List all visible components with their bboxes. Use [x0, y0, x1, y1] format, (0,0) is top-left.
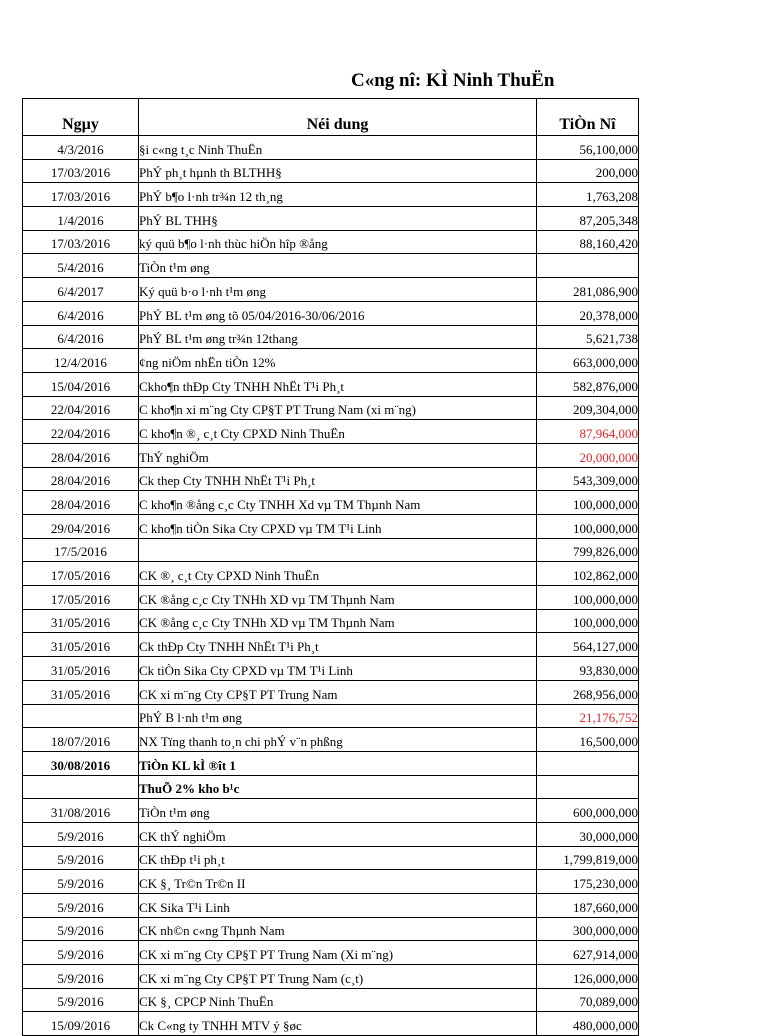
- table-row: [23, 278, 639, 302]
- table-row: [23, 775, 639, 799]
- amount-cell: 281,086,900: [537, 278, 639, 302]
- date-cell: 6/4/2017: [23, 278, 139, 302]
- table-row: [23, 633, 639, 657]
- table-row: [23, 207, 639, 231]
- date-cell: 31/08/2016: [23, 799, 139, 823]
- date-cell: 31/05/2016: [23, 657, 139, 681]
- table-row: [23, 515, 639, 539]
- date-cell: 5/9/2016: [23, 846, 139, 870]
- amount-cell: 300,000,000: [537, 917, 639, 941]
- table-row: [23, 609, 639, 633]
- table-row: [23, 562, 639, 586]
- amount-cell: 627,914,000: [537, 941, 639, 965]
- table-row: [23, 349, 639, 373]
- amount-cell: 20,000,000: [537, 443, 639, 467]
- content-cell: PhÝ ph¸t hµnh th BLTHH§: [139, 159, 537, 183]
- amount-cell: 21,176,752: [537, 704, 639, 728]
- table-row: [23, 491, 639, 515]
- date-cell: 5/9/2016: [23, 988, 139, 1012]
- date-cell: 22/04/2016: [23, 396, 139, 420]
- table-row: [23, 325, 639, 349]
- amount-cell: 1,799,819,000: [537, 846, 639, 870]
- content-cell: PhÝ BL THH§: [139, 207, 537, 231]
- content-cell: CK xi m¨ng Cty CP§T PT Trung Nam: [139, 680, 537, 704]
- amount-cell: 126,000,000: [537, 965, 639, 989]
- table-row: [23, 941, 639, 965]
- table-row: [23, 751, 639, 775]
- table-row: [23, 538, 639, 562]
- date-cell: 30/08/2016: [23, 751, 139, 775]
- table-row: [23, 230, 639, 254]
- date-cell: 5/9/2016: [23, 941, 139, 965]
- table-row: [23, 396, 639, 420]
- content-cell: C kho¶n tiÒn Sika Cty CPXD vµ TM T¹i Linh: [139, 515, 537, 539]
- date-cell: 5/9/2016: [23, 870, 139, 894]
- date-cell: 28/04/2016: [23, 443, 139, 467]
- date-cell: 31/05/2016: [23, 633, 139, 657]
- ledger-body: [23, 136, 639, 1036]
- content-cell: CK xi m¨ng Cty CP§T PT Trung Nam (Xi m¨ng): [139, 941, 537, 965]
- table-row: [23, 965, 639, 989]
- ledger-table: [22, 98, 639, 1036]
- date-cell: 22/04/2016: [23, 420, 139, 444]
- date-cell: 5/9/2016: [23, 917, 139, 941]
- amount-cell: 564,127,000: [537, 633, 639, 657]
- date-cell: [23, 775, 139, 799]
- amount-cell: 5,621,738: [537, 325, 639, 349]
- amount-cell: 100,000,000: [537, 609, 639, 633]
- date-column-header: Ngµy: [23, 99, 139, 136]
- date-cell: 28/04/2016: [23, 467, 139, 491]
- content-cell: CK ®ång c¸c Cty TNHh XD vµ TM Thµnh Nam: [139, 586, 537, 610]
- amount-cell: 100,000,000: [537, 586, 639, 610]
- amount-cell: [537, 751, 639, 775]
- date-cell: 17/03/2016: [23, 159, 139, 183]
- amount-cell: 56,100,000: [537, 136, 639, 160]
- amount-cell: 16,500,000: [537, 728, 639, 752]
- content-column-header: Néi dung: [139, 99, 537, 136]
- table-row: [23, 183, 639, 207]
- content-cell: Ckho¶n thÐp Cty TNHH NhËt T¹i Ph¸t: [139, 372, 537, 396]
- date-cell: 5/9/2016: [23, 822, 139, 846]
- amount-cell: 209,304,000: [537, 396, 639, 420]
- amount-cell: 200,000: [537, 159, 639, 183]
- date-cell: 1/4/2016: [23, 207, 139, 231]
- content-cell: C kho¶n ®ång c¸c Cty TNHH Xd vµ TM Thµnh Nam: [139, 491, 537, 515]
- content-cell: C kho¶n xi m¨ng Cty CP§T PT Trung Nam (xi m¨ng): [139, 396, 537, 420]
- amount-cell: 268,956,000: [537, 680, 639, 704]
- date-cell: 17/03/2016: [23, 230, 139, 254]
- content-cell: NX Tïng thanh to¸n chi phÝ v¨n phßng: [139, 728, 537, 752]
- table-row: [23, 657, 639, 681]
- content-cell: CK nh©n c«ng Thµnh Nam: [139, 917, 537, 941]
- date-cell: 4/3/2016: [23, 136, 139, 160]
- table-row: [23, 443, 639, 467]
- table-row: [23, 159, 639, 183]
- amount-cell: 100,000,000: [537, 491, 639, 515]
- amount-cell: 93,830,000: [537, 657, 639, 681]
- table-row: [23, 846, 639, 870]
- amount-cell: 582,876,000: [537, 372, 639, 396]
- page-title: C«ng nî: KÌ Ninh ThuËn: [351, 70, 555, 91]
- content-cell: ThÝ nghiÖm: [139, 443, 537, 467]
- date-cell: 18/07/2016: [23, 728, 139, 752]
- date-cell: 31/05/2016: [23, 680, 139, 704]
- amount-cell: 543,309,000: [537, 467, 639, 491]
- content-cell: PhÝ BL t¹m øng tr¾n 12thang: [139, 325, 537, 349]
- content-cell: Ck C«ng ty TNHH MTV ý §øc: [139, 1012, 537, 1036]
- date-cell: 5/4/2016: [23, 254, 139, 278]
- content-cell: CK thÝ nghiÖm: [139, 822, 537, 846]
- content-cell: CK thÐp t¹i ph¸t: [139, 846, 537, 870]
- amount-column-header: TiÒn Nî: [537, 99, 639, 136]
- date-cell: [23, 704, 139, 728]
- table-row: [23, 467, 639, 491]
- content-cell: ký quü b¶o l·nh thùc hiÖn hîp ®ång: [139, 230, 537, 254]
- content-cell: CK xi m¨ng Cty CP§T PT Trung Nam (c¸t): [139, 965, 537, 989]
- table-row: [23, 988, 639, 1012]
- content-cell: PhÝ b¶o l·nh tr¾n 12 th¸ng: [139, 183, 537, 207]
- content-cell: [139, 538, 537, 562]
- date-cell: 29/04/2016: [23, 515, 139, 539]
- table-row: [23, 301, 639, 325]
- date-cell: 6/4/2016: [23, 325, 139, 349]
- amount-cell: 87,964,000: [537, 420, 639, 444]
- content-cell: TiÒn t¹m øng: [139, 254, 537, 278]
- content-cell: PhÝ BL t¹m øng tõ 05/04/2016-30/06/2016: [139, 301, 537, 325]
- table-row: [23, 728, 639, 752]
- header-row: [23, 99, 639, 136]
- amount-cell: 663,000,000: [537, 349, 639, 373]
- date-cell: 17/05/2016: [23, 586, 139, 610]
- amount-cell: 87,205,348: [537, 207, 639, 231]
- amount-cell: 70,089,000: [537, 988, 639, 1012]
- amount-cell: 20,378,000: [537, 301, 639, 325]
- amount-cell: 799,826,000: [537, 538, 639, 562]
- date-cell: 28/04/2016: [23, 491, 139, 515]
- amount-cell: 88,160,420: [537, 230, 639, 254]
- table-row: [23, 586, 639, 610]
- date-cell: 15/04/2016: [23, 372, 139, 396]
- content-cell: CK Sika T¹i Linh: [139, 894, 537, 918]
- table-row: [23, 704, 639, 728]
- content-cell: §i c«ng t¸c Ninh ThuËn: [139, 136, 537, 160]
- amount-cell: 100,000,000: [537, 515, 639, 539]
- content-cell: TiÒn KL kÌ ®ît 1: [139, 751, 537, 775]
- content-cell: Ck thep Cty TNHH NhËt T¹i Ph¸t: [139, 467, 537, 491]
- table-row: [23, 799, 639, 823]
- amount-cell: 102,862,000: [537, 562, 639, 586]
- content-cell: PhÝ B l·nh t¹m øng: [139, 704, 537, 728]
- amount-cell: 1,763,208: [537, 183, 639, 207]
- amount-cell: 175,230,000: [537, 870, 639, 894]
- content-cell: TiÒn t¹m øng: [139, 799, 537, 823]
- table-row: [23, 822, 639, 846]
- table-row: [23, 136, 639, 160]
- amount-cell: 30,000,000: [537, 822, 639, 846]
- table-row: [23, 372, 639, 396]
- table-row: [23, 894, 639, 918]
- table-row: [23, 917, 639, 941]
- amount-cell: 480,000,000: [537, 1012, 639, 1036]
- table-row: [23, 254, 639, 278]
- table-row: [23, 680, 639, 704]
- amount-cell: [537, 775, 639, 799]
- content-cell: C kho¶n ®¸ c¸t Cty CPXD Ninh ThuËn: [139, 420, 537, 444]
- date-cell: 31/05/2016: [23, 609, 139, 633]
- date-cell: 5/9/2016: [23, 894, 139, 918]
- content-cell: CK ®¸ c¸t Cty CPXD Ninh ThuËn: [139, 562, 537, 586]
- date-cell: 17/03/2016: [23, 183, 139, 207]
- date-cell: 12/4/2016: [23, 349, 139, 373]
- amount-cell: [537, 254, 639, 278]
- content-cell: Ký quü b·o l·nh t¹m øng: [139, 278, 537, 302]
- content-cell: Ck tiÒn Sika Cty CPXD vµ TM T¹i Linh: [139, 657, 537, 681]
- amount-cell: 187,660,000: [537, 894, 639, 918]
- table-row: [23, 870, 639, 894]
- content-cell: CK §¸ Tr©n Tr©n II: [139, 870, 537, 894]
- content-cell: ¢ng niÖm nhËn tiÒn 12%: [139, 349, 537, 373]
- date-cell: 17/5/2016: [23, 538, 139, 562]
- date-cell: 5/9/2016: [23, 965, 139, 989]
- amount-cell: 600,000,000: [537, 799, 639, 823]
- content-cell: ThuÕ 2% kho b¹c: [139, 775, 537, 799]
- content-cell: CK ®ång c¸c Cty TNHh XD vµ TM Thµnh Nam: [139, 609, 537, 633]
- content-cell: Ck thÐp Cty TNHH NhËt T¹i Ph¸t: [139, 633, 537, 657]
- date-cell: 6/4/2016: [23, 301, 139, 325]
- content-cell: CK §¸ CPCP Ninh ThuËn: [139, 988, 537, 1012]
- date-cell: 17/05/2016: [23, 562, 139, 586]
- date-cell: 15/09/2016: [23, 1012, 139, 1036]
- table-row: [23, 420, 639, 444]
